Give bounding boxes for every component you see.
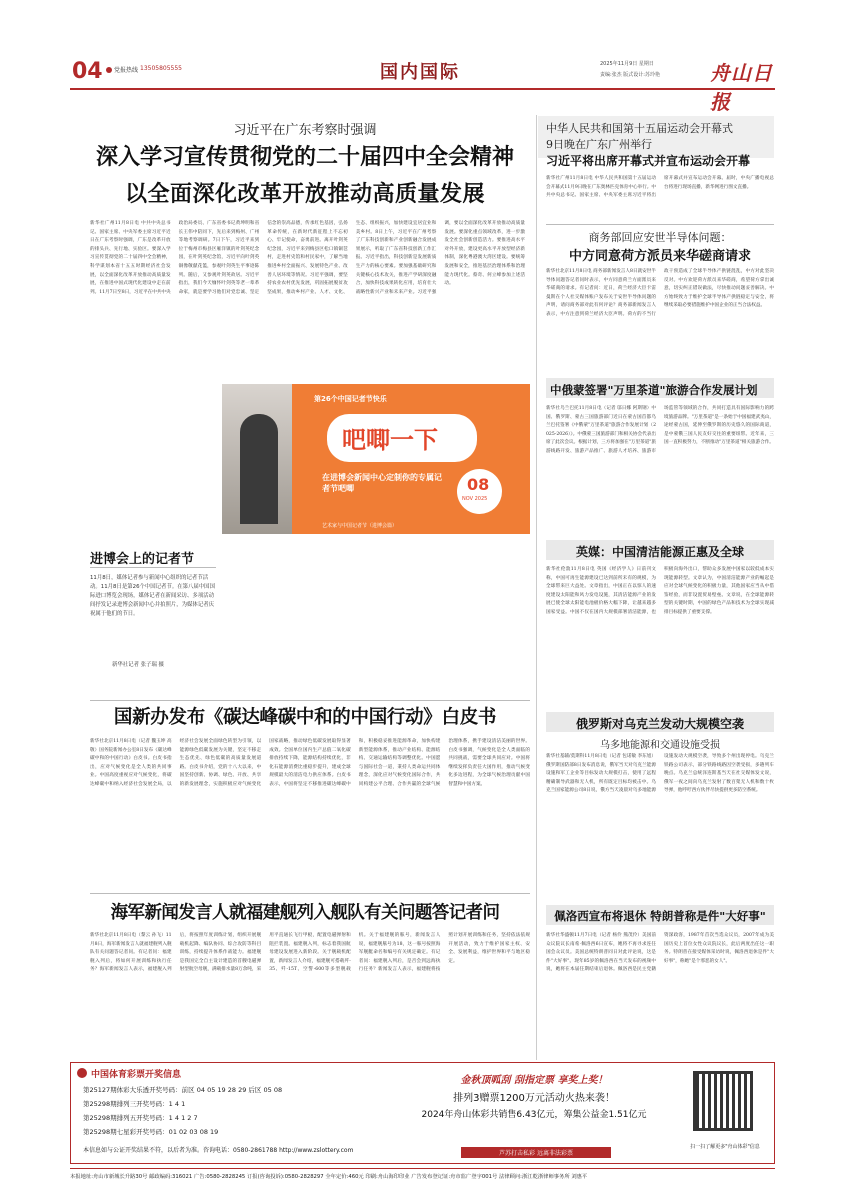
uk-body: 新华社伦敦11月8日电 英国《经济学人》日前刊文称，中国可再生能源建设已达到前所未有的规模，为全球带来巨大益处。文章指出，中国正在以惊人的速度建设太阳能和风力发电设施，其清洁能源产业的发展已使全球太阳能电池板价格大幅下降，让越来越多国家受益。中国不仅在国内大规模部署清洁能源，也积极向海外出口，帮助众多发展中国家以较低成本实现能源转型。文章认为，中国清洁能源产业的崛起是应对全球气候变化的积极力量，其他国家应当从中借鉴经验，而非设置贸易壁垒。文章说，在全球能源转型的关键时期，中国的绿色产品和技术为全球实现减排目标提供了重要支撑。 — [546, 567, 774, 615]
lottery-line-2: 第25298期排列三开奖号码：1 4 1 — [83, 1100, 186, 1108]
lead-headline-2: 以全面深化改革开放推动高质量发展 — [124, 181, 485, 207]
photo-person — [240, 414, 278, 524]
semi-kicker: 商务部回应安世半导体问题： — [588, 231, 732, 244]
lottery-line-4: 第25298期七星彩开奖号码：01 02 03 08 19 — [83, 1128, 219, 1136]
lead-body: 新华社广州11月8日电 中共中央总书记、国家主席、中央军委主席习近平近日在广东考察时强调，广东是改革开放的排头兵、先行地、实验区。要深入学习宣传贯彻党的二十届四中全会精神，科学谋划本省十五五时期经济社会发展，以全面深化改革开放推动高质量发展，在推进中国式现代化建设中走在前列。11月7日至8日，习近平在中共中央政治局委员、广东省委书记黄坤明和省长王伟中陪同下，先后来到梅州、广州等地考察调研。7日下午，习近平来到位于梅州市梅县区雁洋镇的叶剑英纪念园，在叶剑英纪念馆，习近平向叶剑英铜像敬献花篮，参观叶剑英生平事迹陈列。随后，又参观叶剑英故居。习近平指出，我们今天缅怀叶剑英等老一辈革命家，就是要学习他们对党忠诚、坚定信念的崇高品德，传承红色基因，弘扬革命传统，在新时代新征程上不忘初心、牢记使命，奋勇前进。离开叶剑英纪念园，习近平来到梅县区松口镇铜琶村，走进村史馆和村民家中，了解当地推进乡村全面振兴、发展特色产业、改善人居环境等情况。习近平强调，要坚持农业农村优先发展，巩固拓展脱贫攻坚成果，推动乡村产业、人才、文化、生态、组织振兴，加快建设宜居宜业和美乡村。8日上午，习近平在广州考察了广东科技创新和产业创新融合发展成果展示，听取了广东省科技创新工作汇报。习近平指出，科技创新是发展新质生产力的核心要素。要加强基础研究和关键核心技术攻关，推进产学研深度融合，加快科技成果转化应用，培育壮大战略性新兴产业和未来产业。习近平强调，要以全面深化改革开放推动高质量发展。要深化重点领域改革，进一步激发全社会创新创造活力。要推进高水平对外开放，建设更高水平开放型经济新体制，深化粤港澳大湾区建设。要统筹发展和安全，推进基层治理体系和治理能力现代化。蔡奇、何立峰参加上述活动。 — [90, 221, 525, 295]
uk-headline: 英媒：中国清洁能源正惠及全球 — [575, 545, 744, 559]
masthead-logo: 舟山日报 — [710, 61, 773, 114]
semi-body: 新华社北京11月8日电 商务部新闻发言人8日就安世半导体问题答记者问时表示，中方同意荷兰方面派员来华磋商的请求。有记者问：近日，荷兰经济大臣卡雷曼斯在个人社交媒体账户发布关于安世半导体问题的声明，请问商务部对此有何评论？商务部新闻发言人表示，中方注意到荷兰经济大臣声明。荷方的不当行政干预造成了全球半导体产供链混乱，中方对此坚决反对。中方欢迎荷方派员来华磋商，希望荷方拿出诚意，切实纠正错误做法，尽快推动问题妥善解决。中方始终致力于维护全球半导体产供链稳定与安全，将继续采取必要措施维护中国企业的正当合法权益。 — [546, 269, 774, 317]
editor-line: 责编:张杰 版式设计:苏玲艳 — [600, 72, 660, 78]
torch-kicker: 中华人民共和国第十五届运动会开幕式 — [546, 122, 733, 135]
torch-body: 新华社广州11月8日电 中华人民共和国第十五届运动会开幕式11月9日晚在广东奥林匹克体育中心举行。中共中央总书记、国家主席、中央军委主席习近平将出席开幕式并宣布运动会开幕。届时，中央广播电视总台将进行现场直播，新华网进行图文直播。 — [546, 176, 774, 199]
issue-date: 2025年11月9日 星期日 — [600, 61, 654, 67]
lottery-block — [70, 1062, 775, 1164]
expo-headline: 进博会上的记者节 — [90, 552, 195, 567]
section-title: 国内国际 — [380, 62, 460, 83]
torch-kicker-2: 9日晚在广东广州举行 — [546, 138, 652, 151]
mongolia-headline: 中俄蒙签署"万里茶道"旅游合作发展计划 — [550, 383, 758, 397]
photo-big-text: 吧唧一下 — [342, 426, 438, 454]
header-rule — [70, 88, 775, 90]
peru-body: 新华社华盛顿11月7日电（记者 杨伶 熊茂伶）美国前众议院议长南希·佩洛西6日宣布，她将不再寻求连任国会众议员。美国总统特朗普同日对此评论说，这是件"大好事"。现年85岁的佩洛西在当天发布的视频中说，她将在本届任期结束后退休。佩洛西是民主党籍资深政客，1987年首次当选众议员，2007年成为美国历史上首位女性众议院议长，此后两度出任这一职务。特朗普在接受媒体采访时说，佩洛西退休是件"大好事"，称她"是个邪恶的女人"。 — [546, 933, 774, 973]
lead-kicker: 习近平在广东考察时强调 — [233, 123, 377, 138]
footer-text: 本报地址:舟山市新城长升路30号 邮政编码:316021 广告:0580-2828245 订报(咨询投诉):0580-2828297 全年定价:460元 印刷:舟山海印印业 广告发布登记证:舟市监广登字001号 法律顾问:浙江乾浙律师事务所 刘惠平 — [70, 1174, 588, 1180]
ukraine-headline: 俄罗斯对乌克兰发动大规模空袭 — [575, 717, 744, 731]
white-paper-body: 新华社北京11月8日电（记者 魏玉坤 高敬）国务院新闻办公室8日发布《碳达峰碳中和的中国行动》白皮书。白皮书指出，应对气候变化是全人类的共同事业。中国高度重视应对气候变化，将碳达峰碳中和纳入经济社会发展全局，以经济社会发展全面绿色转型为引领，以能源绿色低碳发展为关键，坚定不移走生态优先、绿色低碳的高质量发展道路。白皮书介绍，党的十八大以来，中国坚持创新、协调、绿色、开放、共享的新发展理念，实施积极应对气候变化国家战略，推动绿色低碳发展取得显著成效。全国单位国内生产总值二氧化碳排放持续下降，能源结构持续优化，非化石能源消费比重稳步提升，建成全球规模最大的清洁电力供应体系。白皮书表示，中国将坚定不移推进碳达峰碳中和，积极稳妥推进能源革命，加快构建新型能源体系，推动产业结构、能源结构、交通运输结构等调整优化。中国愿与国际社会一道，秉持人类命运共同体理念，深化应对气候变化国际合作，共同构建公平合理、合作共赢的全球气候治理体系，携手建设清洁美丽的世界。白皮书强调，气候变化是全人类面临的共同挑战，需要全球共同应对。中国将继续发挥负责任大国作用，推动气候变化多边进程，为全球气候治理贡献中国智慧和中国方案。 — [90, 739, 530, 787]
lottery-logo-icon — [77, 1068, 87, 1078]
lottery-qr-caption: 扫一扫了解更多"舟山体彩"信息 — [690, 1144, 760, 1150]
lottery-promo-1: 金秋顶呱刮 刮指定票 享奖上奖！ — [460, 1075, 608, 1086]
photo-date-month: NOV 2025 — [462, 496, 488, 502]
photo-caption: 在进博会新闻中心定制你的专属记者节吧唧 — [322, 473, 442, 493]
spokesman-body: 新华社北京11月8日电（黎云 孙飞）11月8日，海军新闻发言人就福建舰列入舰队有关问题答记者问。有记者问：福建舰入列后，将如何开展训练和执行任务？海军新闻发言人表示，福建舰入列后，将按照年度训练计划，组织开展舰载机起降、编队协同、综合攻防等科目训练，持续提升体系作战能力。福建舰是我国完全自主设计建造的首艘电磁弹射型航空母舰，满载排水量8万余吨，采用平直通长飞行甲板，配置电磁弹射和阻拦装置。福建舰入列，标志着我国航母建设发展进入新阶段。关于舰载机配置，新闻发言人介绍，福建舰可搭载歼-35、歼-15T、空警-600等多型舰载机。关于福建舰的舷号，新闻发言人说，福建舰舷号为18，这一舷号按照海军舰艇命名和编号有关规定确定。有记者问：福建舰入列后，是否会到远海执行任务？新闻发言人表示，福建舰将按照计划开展训练和任务，坚持依法依规开展活动，致力于维护国家主权、安全、发展利益，维护世界和平与地区稳定。 — [90, 933, 530, 973]
peru-headline: 佩洛西宣布将退休 特朗普称是件"大好事" — [554, 909, 766, 923]
lottery-title: 中国体育彩票开奖信息 — [91, 1070, 182, 1080]
lottery-promo-4: 芦苏打击私彩 远离非法彩票 — [461, 1147, 611, 1158]
photo-banner: 第26个中国记者节快乐 — [314, 395, 387, 403]
spokesman-headline: 海军新闻发言人就福建舰列入舰队有关问题答记者问 — [110, 903, 500, 923]
expo-body: 11月8日，媒体记者参与新闻中心组织的记者节活动。11月8日是第26个中国记者节。在第八届中国国际进口博览会现场，媒体记者在新闻采访、多项活动间抒发记录进博会新闻中心并拍照片，为媒体记者庆祝属于他们的节日。 — [90, 575, 215, 617]
lottery-promo-2: 排列3赠票1200万元活动火热来袭！ — [453, 1093, 615, 1104]
lottery-promo-3: 2024年舟山体彩共销售6.43亿元，筹集公益金1.51亿元 — [421, 1110, 647, 1120]
lead-headline-1: 深入学习宣传贯彻党的二十届四中全会精神 — [95, 144, 514, 170]
mongolia-body: 新华社乌兰巴托11月8日电（记者 邬日娜 阿斯钢）中国、俄罗斯、蒙古三国旅游部门近日在蒙古国首都乌兰巴托签署《中俄蒙"万里茶道"旅游合作发展计划（2025-2026）》。中俄蒙三国旅游部门和相关协会代表出席了此次会议。根据计划，三方将加强在"万里茶道"旅游线路开发、旅游产品推广、旅游人才培养、旅游市场监管等领域的合作，共同打造具有国际影响力的跨境旅游品牌。"万里茶道"是一条始于中国福建武夷山，途经蒙古国，延伸至俄罗斯的历史悠久的国际商道，是中蒙俄三国人民友好交往的重要纽带。近年来，三国一直积极努力，不断推动"万里茶道"相关旅游合作。 — [546, 406, 774, 454]
semi-headline: 中方同意荷方派员来华磋商请求 — [568, 249, 751, 264]
lottery-line-3: 第25298期排列五开奖号码：1 4 1 2 7 — [83, 1114, 198, 1122]
white-paper-headline: 国新办发布《碳达峰碳中和的中国行动》白皮书 — [113, 707, 497, 728]
ukraine-subhead: 乌多地能源和交通设施受损 — [600, 740, 720, 751]
photo-footer: 艺术家与中国记者节（进博会篇） — [322, 523, 398, 529]
expo-photo — [222, 384, 530, 534]
lottery-line-1: 第25127期体彩大乐透开奖号码：前区 04 05 19 28 29 后区 05 08 — [83, 1086, 283, 1094]
hotline-icon — [106, 67, 112, 73]
lottery-qr-code — [693, 1071, 753, 1131]
page-header — [70, 55, 775, 114]
photo-date-day: 08 — [467, 475, 490, 494]
lottery-notice: 本信息如与公证开奖结果不符，以后者为准。咨询电话：0580-2861788 http://www.zslottery.com — [83, 1147, 354, 1154]
torch-headline: 习近平将出席开幕式并宣布运动会开幕 — [546, 154, 751, 168]
ukraine-body: 新华社基辅/莫斯科11月8日电（记者 包诺敏 李东旭）俄罗斯国防部8日发布消息说，俄军当天对乌克兰能源设施和军工企业等目标发动大规模打击，使用了远程精确制导武器和无人机，所有既定目标均被击中。乌克兰国家能源公司8日说，俄方当天凌晨对乌多地能源设施发动大规模空袭，导致多个州出现停电。乌克兰铁路公司表示，部分铁路线路因空袭受损，多趟列车晚点。乌克兰总统泽连斯基当天在社交媒体发文说，俄军一夜之间向乌克兰发射了数百架无人机和数十枚导弹，他呼吁西方伙伴尽快提供更多防空系统。 — [546, 754, 774, 794]
page-number: 04 — [72, 59, 103, 84]
hotline-number: 13505805555 — [140, 65, 182, 72]
expo-credit: 新华社记者 张子瑞 摄 — [112, 662, 164, 668]
edition-label: 党报热线 — [114, 67, 139, 74]
footer-rule — [70, 1168, 775, 1169]
